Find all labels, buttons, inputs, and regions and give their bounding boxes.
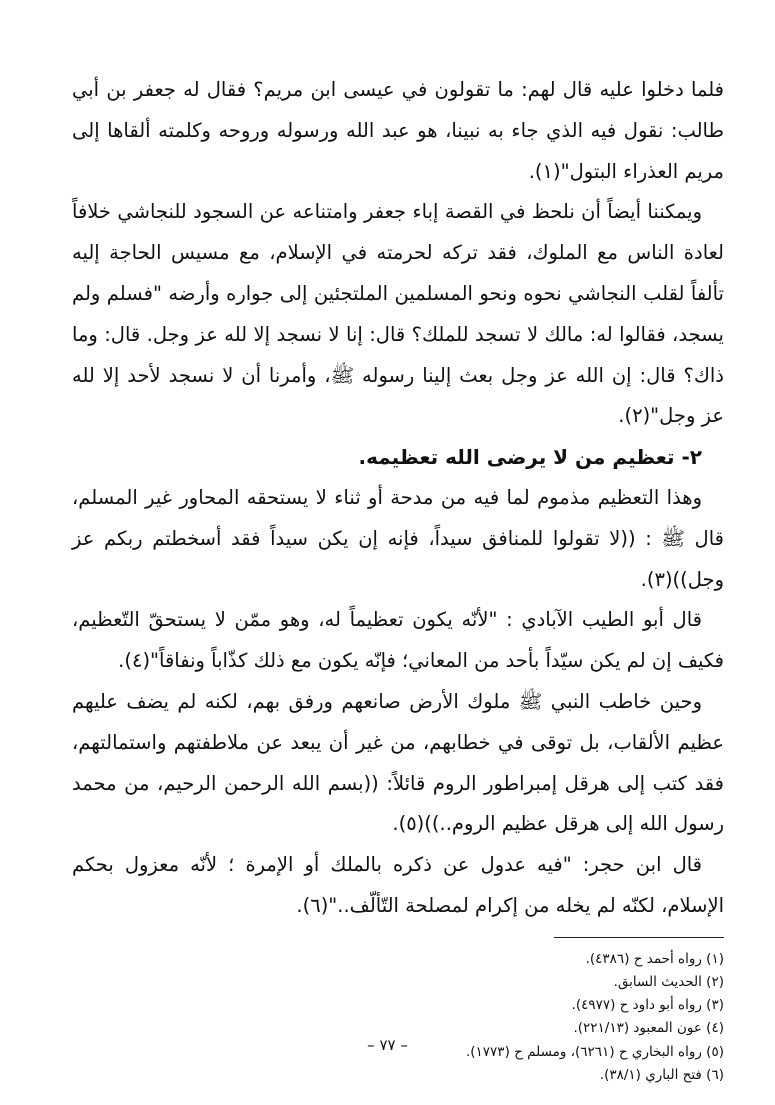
page-content (72, 70, 724, 1087)
footnote-1: (١) رواه أحمد ح (٤٣٨٦). (585, 950, 724, 967)
section-heading: ٢- تعظيم من لا يرضى الله تعظيمه. (358, 445, 702, 470)
footnote-5: (٥) رواه البخاري ح (٦٢٦١)، ومسلم ح (١٧٧٣). (465, 1043, 724, 1060)
footnote-6: (٦) فتح الباري (٣٨/١). (599, 1066, 724, 1083)
paragraph-5: وحين خاطب النبي ﷺ ملوك الأرض صانعهم ورفق بهم، لكنه لم يضف عليهم عظيم الألقاب، بل توقى في خطابهم، من غير أن يبعد عن ملاطفتهم واستمالتهم، فقد كتب إلى هرقل إمبراطور الروم قائلاً: ((بسم الله الرحمن الرحيم، من محمد رسول الله إلى هرقل عظيم الروم..))(٥). (72, 689, 724, 836)
paragraph-4: قال أبو الطيب الآبادي : "لأنّه يكون تعظيماً له، وهو ممّن لا يستحقّ التّعظيم، فكيف إن لم يكن سيّداً بأحد من المعاني؛ فإنّه يكون مع ذلك كذّاباً ونفاقاً"(٤). (72, 608, 724, 673)
footnote-2: (٢) الحديث السابق. (613, 973, 724, 990)
paragraph-6: قال ابن حجر: "فيه عدول عن ذكره بالملك أو الإمرة ؛ لأنّه معزول بحكم الإسلام، لكنّه لم يخله من إكرام لمصلحة التّألّف.."(٦). (72, 853, 724, 917)
footnotes (72, 948, 724, 1087)
footnote-3: (٣) رواه أبو داود ح (٤٩٧٧). (571, 997, 724, 1014)
paragraph-3: وهذا التعظيم مذموم لما فيه من مدحة أو ثناء لا يستحقه المحاور غير المسلم، قال ﷺ : ((لا تقولوا للمنافق سيداً، فإنه إن يكن سيداً فقد أسخطتم ربكم عز وجل))(٣). (72, 485, 724, 591)
paragraph-1: فلما دخلوا عليه قال لهم: ما تقولون في عيسى ابن مريم؟ فقال له جعفر بن أبي طالب: نقول فيه الذي جاء به نبينا، هو عبد الله ورسوله وروحه وكلمته ألقاها إلى مريم العذراء البتول"(١). (72, 78, 724, 183)
paragraph-2: ويمكننا أيضاً أن نلحظ في القصة إباء جعفر وامتناعه عن السجود للنجاشي خلافاً لعادة الناس مع الملوك، فقد تركه لحرمته في الإسلام، مع مسيس الحاجة إليه تألفاً لقلب النجاشي نحوه ونحو المسلمين الملتجئين إلى جواره وأرضه "فسلم ولم يسجد، فقالوا له: مالك لا تسجد للملك؟ قال: إنا لا نسجد إلا لله عز وجل. قال: وما ذاك؟ قال: إن الله عز وجل بعث إلينا رسوله ﷺ، وأمرنا أن لا نسجد لأحد إلا لله عز وجل"(٢). (72, 200, 724, 428)
page-number: – ٧٧ – (367, 1036, 408, 1054)
footnote-divider (554, 937, 724, 938)
footnote-4: (٤) عون المعبود (٢٢١/١٣). (573, 1020, 724, 1037)
